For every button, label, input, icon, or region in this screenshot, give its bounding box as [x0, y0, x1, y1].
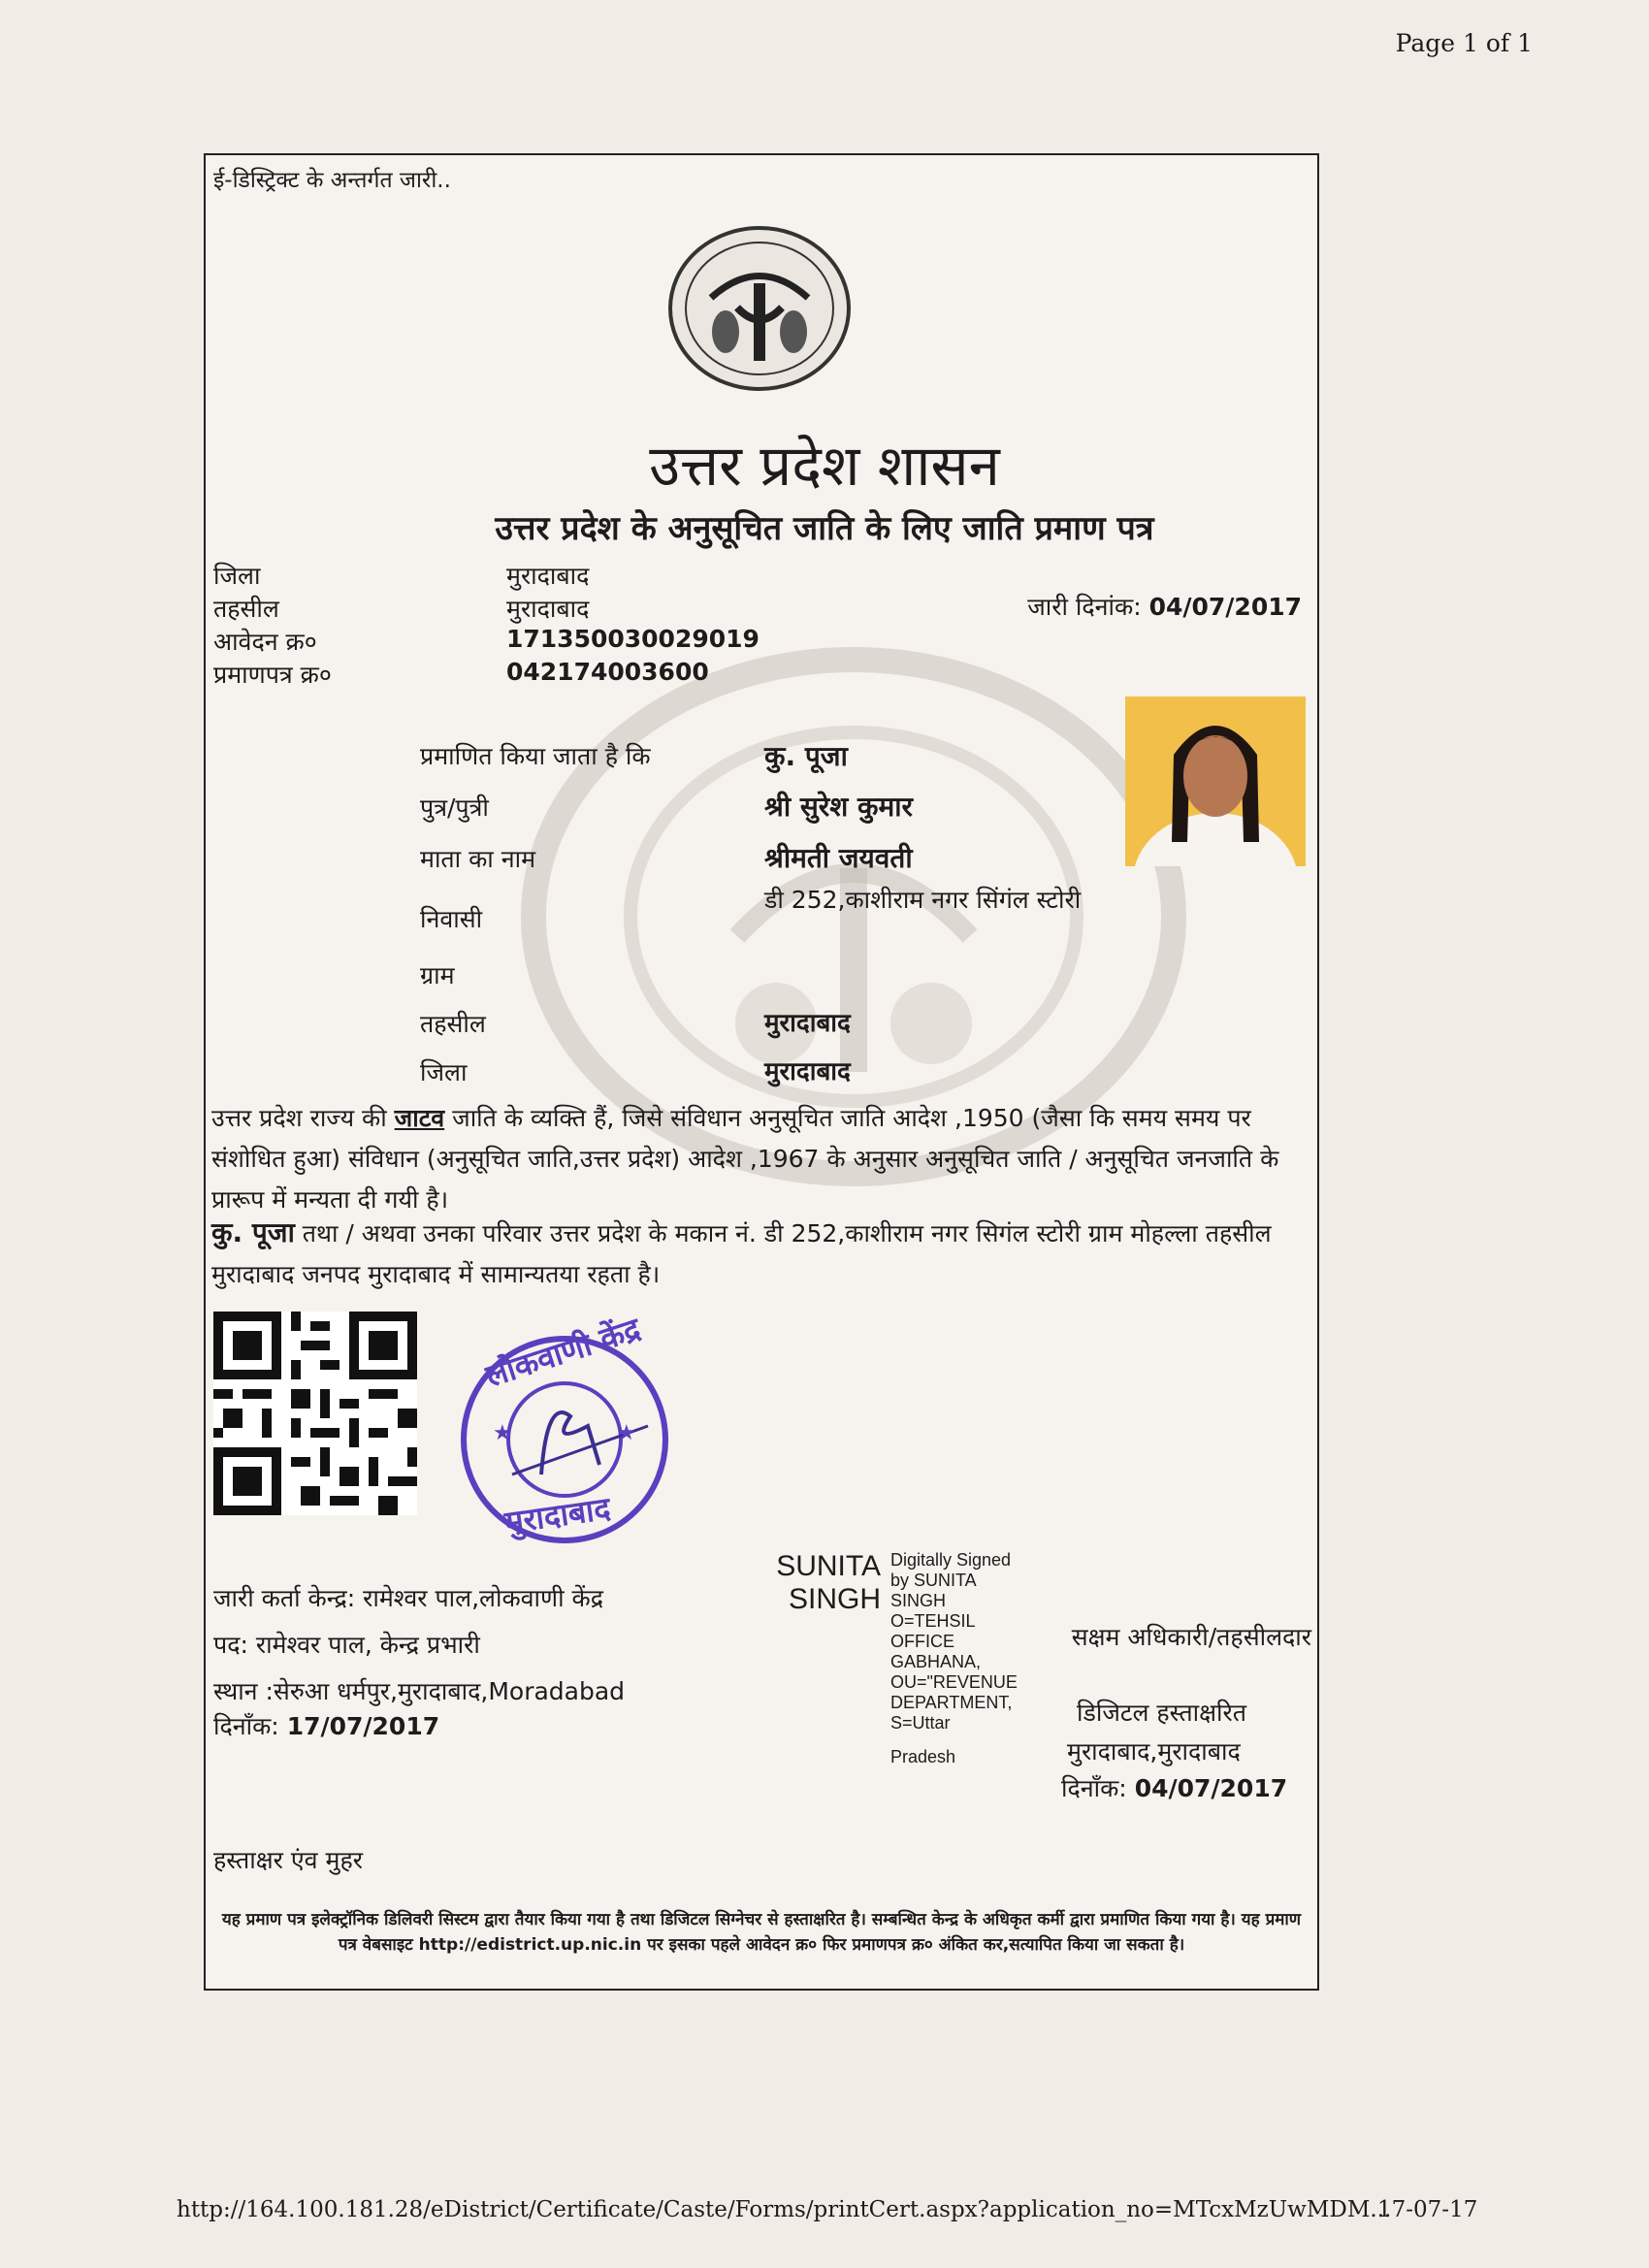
- tehsil-value: मुरादाबाद: [506, 595, 590, 623]
- stamp-text-top: लोकवाणी केंद्र: [481, 1310, 645, 1395]
- sig-line-10: [890, 1733, 1018, 1747]
- svg-text:★: ★: [617, 1421, 636, 1445]
- footer-note: यह प्रमाण पत्र इलेक्ट्रॉनिक डिलिवरी सिस्टम द्वारा तैयार किया गया है तथा डिजिटल सिग्नेचर से हस्ताक्षरित है। सम्बन्धित केन्द्र के अधिकृत कर्मी द्वारा प्रमाणित किया गया है। यह प्रमाण पत्र वेबसाइट http://edistrict.up.nic.in पर इसका पहले आवेदन क्र० फिर प्रमाणपत्र क्र० अंकित कर,सत्यापित किया जा सकता है।: [221, 1910, 1302, 1955]
- authority-date-label: दिनाँक:: [1061, 1774, 1127, 1802]
- print-date: 17-07-17: [1377, 2197, 1478, 2222]
- sig-line-6: GABHANA,: [890, 1652, 982, 1671]
- para1-text-b: जाति के व्यक्ति हैं, जिसे संविधान अनुसूचित जाति आदेश ,1950 (जैसा कि समय समय पर संशोधित हुआ) संविधान (अनुसूचित जाति,उत्तर प्रदेश) आदेश ,1967 के अनुसार अनुसूचित जाति / अनुसूचित जनजाति के प्रारूप में मन्यता दी गयी है।: [211, 1104, 1279, 1214]
- issuing-center: जारी कर्ता केन्द्र: रामेश्वर पाल,लोकवाणी केंद्र: [213, 1584, 604, 1612]
- authority-date: [1061, 1771, 1287, 1804]
- signer-first-name: SUNITA: [776, 1550, 881, 1582]
- up-emblem-icon: [667, 225, 852, 392]
- application-no-label: आवेदन क्र०: [213, 628, 317, 656]
- sig-line-3: SINGH: [890, 1591, 947, 1610]
- certificate-title: उत्तर प्रदेश के अनुसूचित जाति के लिए जाति प्रमाण पत्र: [495, 509, 1154, 548]
- tehsil-label: तहसील: [213, 595, 279, 623]
- government-heading: उत्तर प्रदेश शासन: [649, 433, 1000, 499]
- detail-value-district: मुरादाबाद: [764, 1057, 851, 1086]
- page-url[interactable]: http://164.100.181.28/eDistrict/Certificate/Caste/Forms/printCert.aspx?application_no=MTcxMzUwMDM...: [177, 2197, 1392, 2222]
- caste-name: जाटव: [394, 1104, 445, 1132]
- detail-label-village: ग्राम: [420, 961, 455, 989]
- detail-value-father: श्री सुरेश कुमार: [764, 791, 913, 823]
- sig-line-5: OFFICE: [890, 1632, 954, 1651]
- issued-under-note: ई-डिस्ट्रिक्ट के अन्तर्गत जारी..: [213, 168, 451, 193]
- residence-paragraph: [211, 1213, 1298, 1295]
- para2-name: कु. पूजा: [211, 1216, 295, 1248]
- sig-line-11: Pradesh: [890, 1747, 956, 1766]
- certificate-no-label: प्रमाणपत्र क्र०: [213, 661, 332, 689]
- detail-label-tehsil: तहसील: [420, 1010, 486, 1038]
- sig-line-1: Digitally Signed: [890, 1550, 1012, 1570]
- center-date: [213, 1709, 439, 1742]
- sign-seal-label: हस्ताक्षर एंव मुहर: [213, 1846, 363, 1874]
- certification-paragraph: [211, 1098, 1312, 1220]
- stamp-text-bottom: मुरादाबाद: [501, 1489, 613, 1541]
- sig-line-7: OU="REVENUE: [890, 1672, 1018, 1692]
- issue-date-label: जारी दिनांक:: [1027, 593, 1142, 621]
- detail-value-mother: श्रीमती जयवती: [764, 842, 913, 874]
- certificate-no: 042174003600: [506, 658, 709, 686]
- para2-text: तथा / अथवा उनका परिवार उत्तर प्रदेश के मकान नं. डी 252,काशीराम नगर सिगंल स्टोरी ग्राम मोहल्ला तहसील मुरादाबाद जनपद मुरादाबाद में सामान्यतया रहता है।: [211, 1219, 1272, 1288]
- issuer-place: स्थान :सेरुआ धर्मपुर,मुरादाबाद,Moradabad: [213, 1677, 626, 1705]
- district-label: जिला: [213, 562, 261, 590]
- digitally-signed-hi: डिजिटल हस्ताक्षरित: [1077, 1699, 1246, 1727]
- detail-label-certified: प्रमाणित किया जाता है कि: [420, 742, 651, 770]
- qr-code[interactable]: [213, 1312, 417, 1515]
- sig-line-4: O=TEHSIL: [890, 1611, 976, 1631]
- detail-label-resident: निवासी: [420, 905, 483, 933]
- issue-date: [1027, 590, 1302, 623]
- center-date-label: दिनाँक:: [213, 1712, 279, 1740]
- sig-line-2: by SUNITA: [890, 1571, 977, 1590]
- application-no: 171350030029019: [506, 625, 760, 653]
- authority-place: मुरादाबाद,मुरादाबाद: [1067, 1737, 1241, 1766]
- center-date-value: 17/07/2017: [286, 1712, 440, 1740]
- detail-label-mother: माता का नाम: [420, 845, 536, 873]
- applicant-photo: [1125, 697, 1306, 866]
- signer-last-name: SINGH: [788, 1583, 881, 1615]
- detail-label-district: जिला: [420, 1058, 468, 1086]
- district-value: मुरादाबाद: [506, 562, 590, 590]
- detail-value-address: डी 252,काशीराम नगर सिंगंल स्टोरी: [764, 886, 1082, 914]
- issuer-post: पद: रामेश्वर पाल, केन्द्र प्रभारी: [213, 1631, 480, 1659]
- page-count: Page 1 of 1: [1395, 29, 1533, 57]
- authority-date-value: 04/07/2017: [1134, 1774, 1288, 1802]
- detail-value-tehsil: मुरादाबाद: [764, 1009, 851, 1038]
- detail-label-parent: पुत्र/पुत्री: [420, 794, 489, 822]
- para1-text-a: उत्तर प्रदेश राज्य की: [211, 1104, 395, 1132]
- sig-line-8: DEPARTMENT,: [890, 1693, 1013, 1712]
- issue-date-value: 04/07/2017: [1148, 593, 1302, 621]
- svg-text:★: ★: [493, 1421, 512, 1445]
- authority-title: सक्षम अधिकारी/तहसीलदार: [1071, 1623, 1311, 1651]
- detail-value-name: कु. पूजा: [764, 740, 848, 772]
- sig-line-9: S=Uttar: [890, 1713, 951, 1733]
